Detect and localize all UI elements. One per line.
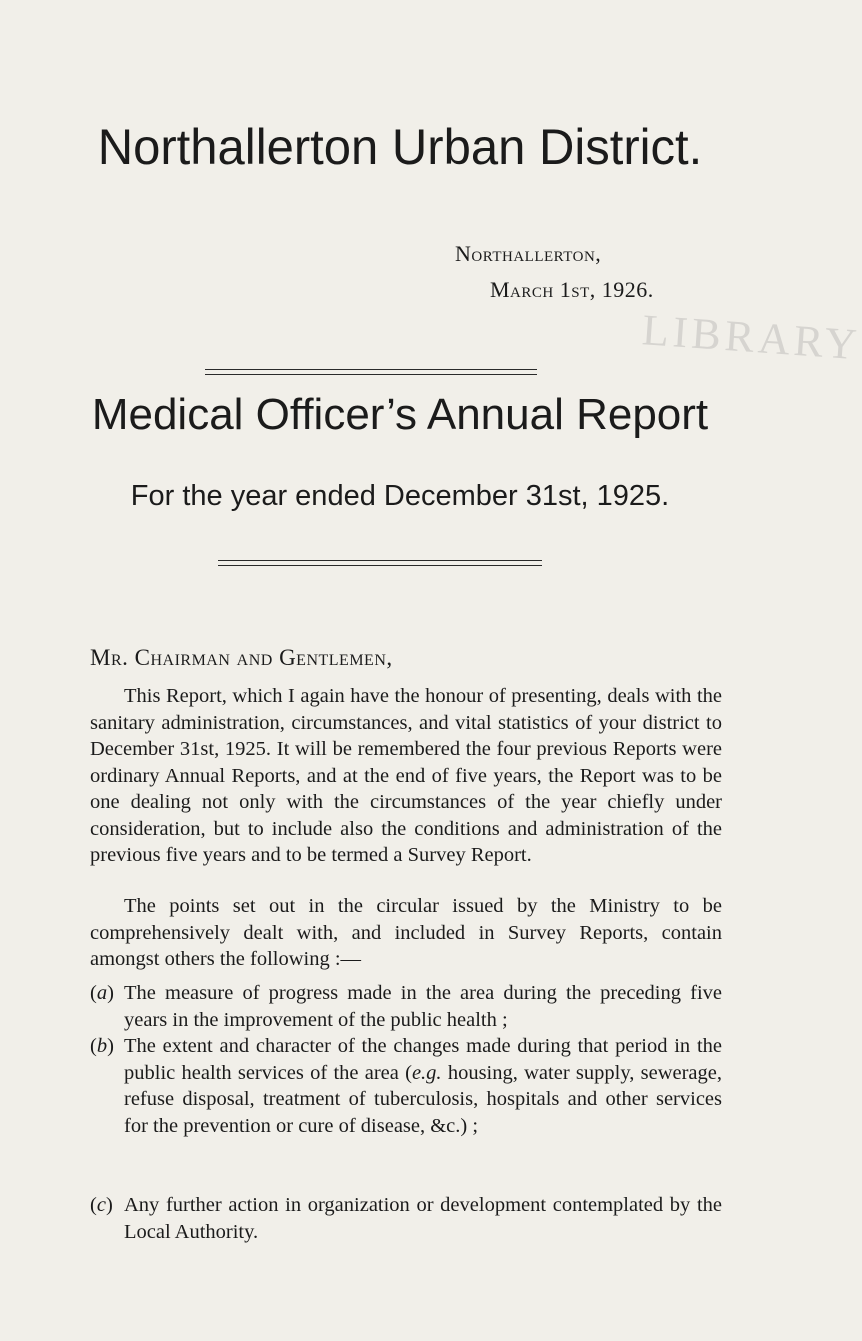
salutation: Mr. Chairman and Gentlemen,: [90, 645, 393, 670]
list-marker-letter: b: [96, 1035, 108, 1057]
paragraph: The points set out in the circular issued by the Ministry to be comprehensively dealt with, and included in Survey Reports, contain amongst others the following :—: [90, 895, 722, 970]
place-line: Northallerton,: [455, 241, 602, 266]
list-item-text: The extent and character of the changes made during that period in the public health services of the area (: [124, 1035, 722, 1084]
report-title: Medical Officer’s Annual Report: [91, 390, 709, 439]
double-rule-divider: [205, 369, 537, 375]
list-item: [90, 1192, 722, 1245]
list-item: [90, 980, 722, 1033]
report-subtitle: For the year ended December 31st, 1925.: [130, 480, 670, 512]
date-line: March 1st, 1926.: [490, 277, 654, 302]
list-item-text: housing, water supply, sewerage, refuse disposal, treatment of tuberculosis, hospitals and other services for the prevention or cure of disease, &c.) ;: [124, 1061, 722, 1137]
double-rule-divider: [218, 560, 542, 566]
library-stamp: LIBRARY: [640, 305, 862, 370]
paragraph: This Report, which I again have the honour of presenting, deals with the sanitary administration, circumstances, and vital statistics of your district to December 31st, 1925. It will be remembered the four previous Reports were ordinary Annual Reports, and at the end of five years, the Report was to be one dealing not only with the circumstances of the year chiefly under consideration, but to include also the conditions and administration of the previous five years and to be termed a Survey Report.: [90, 685, 722, 866]
list-item-text: Any further action in organization or development contemplated by the Local Authority.: [124, 1194, 722, 1243]
list-item: [90, 1033, 722, 1139]
list-marker: (c): [90, 1194, 113, 1216]
list-item-text: The measure of progress made in the area during the preceding five years in the improvement of the public health ;: [124, 982, 722, 1031]
list-marker-letter: a: [96, 982, 108, 1004]
list-marker: (b): [90, 1035, 114, 1057]
list-item-italic: e.g.: [411, 1061, 442, 1084]
list-marker: (a): [90, 982, 114, 1004]
list-marker-letter: c: [96, 1194, 106, 1216]
district-title: Northallerton Urban District.: [97, 119, 703, 175]
